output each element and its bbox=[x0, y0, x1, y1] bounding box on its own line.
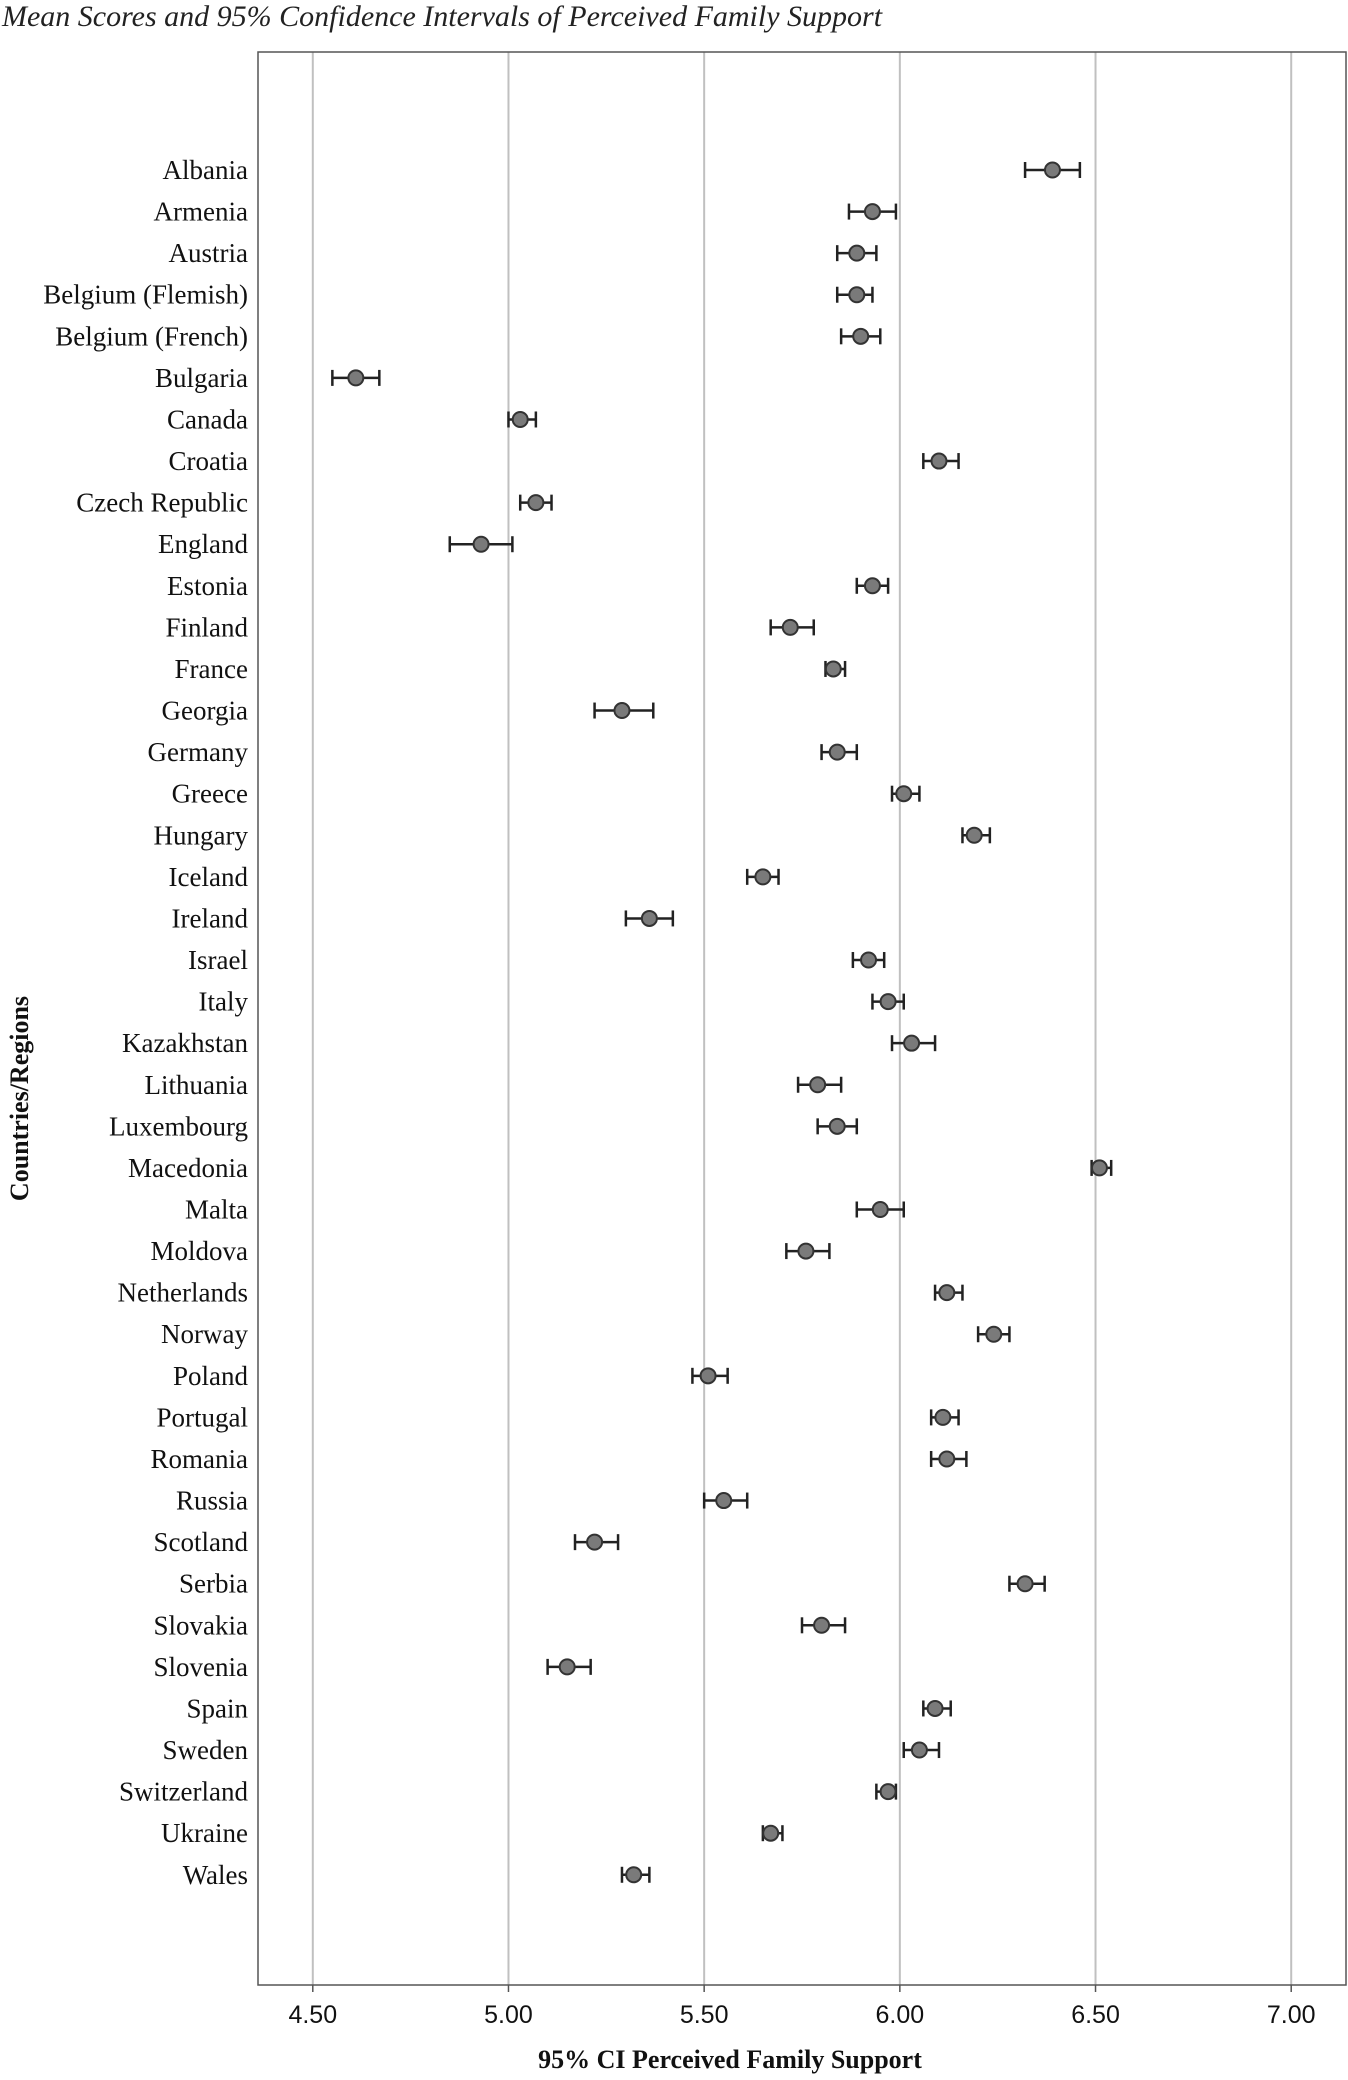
mean-marker bbox=[528, 495, 543, 510]
mean-marker bbox=[865, 578, 880, 593]
mean-marker bbox=[642, 911, 657, 926]
mean-marker bbox=[853, 329, 868, 344]
category-label: Macedonia bbox=[128, 1152, 248, 1183]
category-label: Austria bbox=[168, 238, 248, 269]
category-label: Norway bbox=[161, 1319, 248, 1350]
mean-marker bbox=[939, 1451, 954, 1466]
mean-marker bbox=[348, 370, 363, 385]
category-label: Belgium (Flemish) bbox=[43, 279, 248, 310]
mean-marker bbox=[931, 454, 946, 469]
ci-point bbox=[692, 1368, 727, 1384]
category-label: Romania bbox=[150, 1443, 248, 1474]
ci-point bbox=[595, 703, 654, 719]
ci-point bbox=[450, 536, 513, 552]
category-label: Malta bbox=[185, 1194, 248, 1225]
x-tick-label: 5.00 bbox=[484, 2001, 533, 2029]
mean-marker bbox=[798, 1244, 813, 1259]
mean-marker bbox=[474, 537, 489, 552]
ci-point bbox=[747, 869, 778, 885]
ci-point bbox=[931, 1409, 958, 1425]
ci-point bbox=[892, 786, 919, 802]
mean-marker bbox=[881, 1784, 896, 1799]
category-label: Luxembourg bbox=[109, 1111, 248, 1142]
mean-marker bbox=[912, 1743, 927, 1758]
mean-marker bbox=[830, 1119, 845, 1134]
ci-point bbox=[332, 370, 379, 386]
y-axis bbox=[43, 155, 248, 1890]
x-tick-label: 5.50 bbox=[679, 2001, 729, 2029]
category-label: Moldova bbox=[150, 1236, 248, 1267]
category-label: Poland bbox=[172, 1360, 248, 1391]
ci-point bbox=[771, 619, 814, 635]
ci-point bbox=[923, 1700, 950, 1716]
mean-marker bbox=[830, 745, 845, 760]
category-label: England bbox=[158, 529, 248, 560]
mean-marker bbox=[716, 1493, 731, 1508]
category-label: Spain bbox=[186, 1693, 248, 1724]
x-tick-label: 6.50 bbox=[1071, 2001, 1120, 2029]
category-label: Armenia bbox=[153, 196, 248, 227]
category-label: Slovakia bbox=[153, 1610, 248, 1641]
ci-point bbox=[876, 1784, 896, 1800]
category-label: Hungary bbox=[153, 820, 248, 851]
ci-point bbox=[923, 453, 958, 469]
x-axis-title: 95% CI Perceived Family Support bbox=[538, 2045, 922, 2074]
ci-point bbox=[935, 1285, 962, 1301]
ci-point bbox=[857, 1202, 904, 1218]
mean-marker bbox=[587, 1535, 602, 1550]
ci-point bbox=[622, 1867, 649, 1883]
ci-point bbox=[837, 287, 872, 303]
x-axis bbox=[288, 1985, 1315, 2029]
x-tick-label: 4.50 bbox=[288, 2001, 338, 2029]
category-label: Slovenia bbox=[153, 1651, 248, 1682]
ci-point bbox=[1092, 1160, 1112, 1176]
ci-point bbox=[818, 1118, 857, 1134]
category-label: Albania bbox=[162, 155, 248, 185]
gridlines bbox=[313, 52, 1291, 1985]
category-label: Iceland bbox=[168, 861, 248, 892]
ci-point bbox=[841, 328, 880, 344]
ci-point bbox=[825, 661, 845, 677]
chart-title: Mean Scores and 95% Confidence Intervals of Perceived Family Support bbox=[2, 0, 883, 33]
ci-point bbox=[978, 1326, 1009, 1342]
mean-marker bbox=[849, 246, 864, 261]
category-label: Ukraine bbox=[161, 1818, 248, 1849]
mean-marker bbox=[810, 1077, 825, 1092]
mean-marker bbox=[861, 953, 876, 968]
ci-point bbox=[853, 952, 884, 968]
mean-marker bbox=[755, 869, 770, 884]
category-label: Portugal bbox=[156, 1402, 248, 1433]
mean-marker bbox=[904, 1036, 919, 1051]
mean-marker bbox=[560, 1659, 575, 1674]
mean-marker bbox=[814, 1618, 829, 1633]
category-label: Estonia bbox=[167, 570, 248, 601]
ci-point bbox=[508, 411, 535, 427]
mean-marker bbox=[849, 287, 864, 302]
category-label: Serbia bbox=[179, 1568, 248, 1599]
category-label: Georgia bbox=[161, 695, 248, 726]
ci-point bbox=[1009, 1576, 1044, 1592]
ci-point bbox=[802, 1617, 845, 1633]
ci-point bbox=[1025, 162, 1080, 178]
category-label: Netherlands bbox=[117, 1277, 248, 1308]
category-label: Belgium (French) bbox=[55, 321, 248, 352]
category-label: Finland bbox=[165, 612, 248, 643]
ci-point bbox=[798, 1077, 841, 1093]
category-label: Croatia bbox=[168, 446, 248, 477]
mean-marker bbox=[928, 1701, 943, 1716]
plot-frame bbox=[258, 52, 1346, 1985]
ci-point bbox=[822, 744, 857, 760]
mean-marker bbox=[986, 1327, 1001, 1342]
category-label: France bbox=[174, 653, 248, 684]
category-label: Bulgaria bbox=[155, 362, 248, 393]
mean-marker bbox=[967, 828, 982, 843]
data-marks bbox=[332, 162, 1111, 1883]
mean-marker bbox=[614, 703, 629, 718]
category-label: Greece bbox=[171, 778, 248, 809]
mean-marker bbox=[763, 1826, 778, 1841]
mean-marker bbox=[626, 1867, 641, 1882]
ci-point bbox=[548, 1659, 591, 1675]
mean-marker bbox=[783, 620, 798, 635]
mean-marker bbox=[873, 1202, 888, 1217]
category-label: Kazakhstan bbox=[122, 1028, 248, 1059]
ci-point bbox=[962, 827, 989, 843]
mean-marker bbox=[513, 412, 528, 427]
x-tick-label: 7.00 bbox=[1266, 2001, 1316, 2029]
category-label: Scotland bbox=[153, 1527, 248, 1558]
ci-point bbox=[892, 1035, 935, 1051]
mean-marker bbox=[939, 1285, 954, 1300]
category-label: Italy bbox=[198, 986, 248, 1017]
ci-point bbox=[763, 1825, 783, 1841]
mean-marker bbox=[896, 786, 911, 801]
category-label: Israel bbox=[188, 945, 248, 976]
category-label: Lithuania bbox=[144, 1069, 248, 1100]
y-axis-title: Countries/Regions bbox=[4, 995, 34, 1202]
category-label: Wales bbox=[182, 1859, 248, 1890]
mean-marker bbox=[1018, 1576, 1033, 1591]
category-label: Ireland bbox=[171, 903, 248, 934]
mean-marker bbox=[865, 204, 880, 219]
ci-point bbox=[520, 495, 551, 511]
ci-point bbox=[904, 1742, 939, 1758]
ci-point bbox=[626, 910, 673, 926]
mean-marker bbox=[881, 994, 896, 1009]
mean-marker bbox=[1092, 1160, 1107, 1175]
category-label: Canada bbox=[167, 404, 248, 435]
mean-marker bbox=[701, 1368, 716, 1383]
ci-point bbox=[931, 1451, 966, 1467]
category-label: Russia bbox=[175, 1485, 248, 1516]
ci-point bbox=[575, 1534, 618, 1550]
ci-point bbox=[849, 204, 896, 220]
ci-point bbox=[857, 578, 888, 594]
ci-point bbox=[786, 1243, 829, 1259]
ci-point bbox=[704, 1493, 747, 1509]
x-tick-label: 6.00 bbox=[875, 2001, 925, 2029]
mean-marker bbox=[935, 1410, 950, 1425]
mean-marker bbox=[1045, 163, 1060, 178]
category-label: Sweden bbox=[162, 1735, 248, 1766]
ci-point bbox=[837, 245, 876, 261]
category-label: Switzerland bbox=[119, 1776, 248, 1807]
category-label: Germany bbox=[147, 737, 248, 768]
mean-marker bbox=[826, 661, 841, 676]
category-label: Czech Republic bbox=[76, 487, 248, 518]
